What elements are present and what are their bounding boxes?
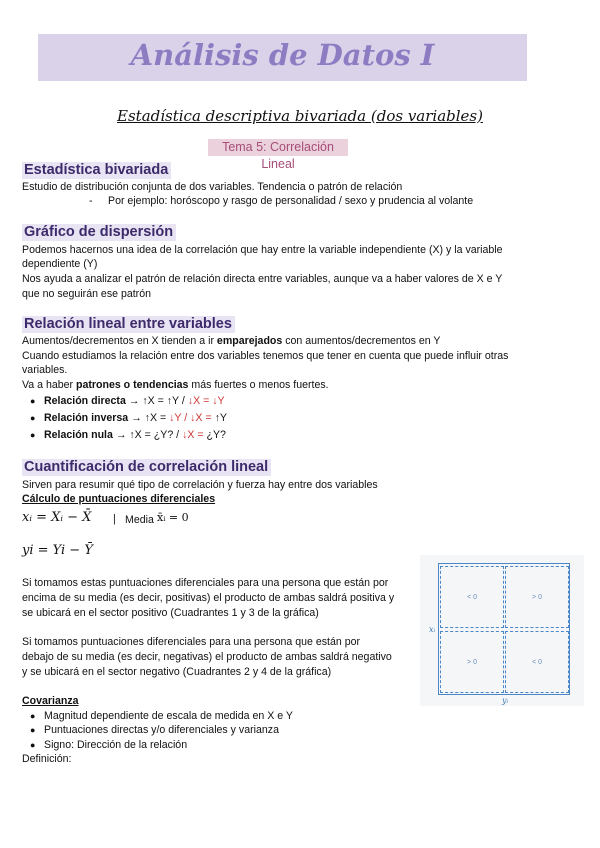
title-banner [38,34,527,81]
text-span: con aumentos/decrementos en Y [282,335,441,347]
text-span: ↓Y / ↓X = [169,412,215,424]
y-axis-label: yᵢ [502,696,509,705]
bullet-icon: ● [30,430,36,440]
bullet-icon: ● [30,396,36,406]
quadrant-top-left: < 0 [440,566,504,628]
list-item [30,723,279,737]
heading-covarianza: Covarianza [22,695,79,707]
bullet-label: Relación directa [44,395,126,407]
dash-bullet: - [89,195,93,207]
quadrant-bottom-right: < 0 [505,631,569,693]
text-span: → ↑X = ↑Y / [125,395,188,407]
text-span: Va a haber [22,379,76,391]
paragraph: encima de su media (es decir, positivas) el producto de ambas saldrá positiva y [22,592,395,604]
text-span: → ↑X = [128,412,170,424]
subtitle: Estadística descriptiva bivariada (dos variables) [117,107,483,125]
heading-grafico-dispersion: Gráfico de dispersión [22,224,176,241]
x-axis-label: xᵢ [429,625,436,634]
text-span: ↓X = [182,429,207,441]
paragraph: Cuando estudiamos la relación entre dos variables tenemos que tener en cuenta que puede influir otras [22,350,509,362]
text-span: → ↑X = ¿Y? / [112,429,183,441]
list-item [30,738,187,752]
text-span: ↑Y [214,412,227,424]
paragraph: variables. [22,364,68,376]
example-text: Por ejemplo: horóscopo y rasgo de personalidad / sexo y prudencia al volante [108,195,474,207]
heading-cuantificacion: Cuantificación de correlación lineal [22,459,271,476]
paragraph: Sirven para resumir qué tipo de correlación y fuerza hay entre dos variables [22,479,378,491]
heading-relacion-lineal: Relación lineal entre variables [22,316,235,333]
paragraph: se ubicará en el sector positivo (Cuadrantes 1 y 3 de la gráfica) [22,607,319,619]
paragraph: debajo de su media (es decir, negativas) el producto de ambas saldrá negativo [22,651,392,663]
bullet-text: Puntuaciones directas y/o diferenciales y varianza [44,724,279,736]
bullet-text: Signo: Dirección de la relación [44,739,188,751]
quadrant-top-right: > 0 [505,566,569,628]
formula-x: xᵢ = Xᵢ − X̄ [22,510,92,525]
paragraph: Podemos hacernos una idea de la correlación que hay entre la variable independiente (X) y la variable [22,244,503,256]
topic-label: Tema 5: Correlación Lineal [208,139,348,156]
paragraph: Estudio de distribución conjunta de dos variables. Tendencia o patrón de relación [22,181,403,193]
media-label: Media [125,514,154,526]
definition-label: Definición: [22,753,72,765]
paragraph [22,378,329,392]
text-span: Aumentos/decrementos en X tienden a ir [22,335,217,347]
quadrant-frame [438,563,570,695]
list-item [30,709,293,723]
bullet-icon: ● [30,725,36,735]
page-title: Análisis de Datos I [130,38,435,72]
list-item [30,428,226,442]
text-span: ↓X = ↓Y [187,395,225,407]
bullet-icon: ● [30,711,36,721]
quadrant-figure [420,555,584,706]
paragraph: que no seguirán ese patrón [22,288,151,300]
quadrant-bottom-left: > 0 [440,631,504,693]
text-span: ¿Y? [206,429,226,441]
separator: | [113,513,116,525]
paragraph: y se ubicará en el sector negativo (Cuadrantes 2 y 4 de la gráfica) [22,666,332,678]
bullet-label: Relación nula [44,429,113,441]
heading-estadistica-bivariada: Estadística bivariada [22,162,171,179]
bullet-text: Magnitud dependiente de escala de medida en X e Y [44,710,293,722]
bullet-icon: ● [30,740,36,750]
bold-text: emparejados [216,335,283,347]
bold-text: patrones o tendencias [76,379,189,391]
paragraph: Si tomamos estas puntuaciones diferenciales para una persona que están por [22,577,389,589]
bullet-icon: ● [30,413,36,423]
paragraph: Si tomamos puntuaciones diferenciales para una persona que están por [22,636,361,648]
paragraph: dependiente (Y) [22,258,98,270]
text-span: más fuertes o menos fuertes. [188,379,329,391]
paragraph [22,334,441,348]
paragraph: Nos ayuda a analizar el patrón de relación directa entre variables, aunque va a haber valores de X e Y [22,273,503,285]
list-item [30,411,227,425]
subheading: Cálculo de puntuaciones diferenciales [22,493,216,505]
list-item [30,394,225,408]
formula-y: yi = Yi − Ȳ [22,543,93,558]
bullet-label: Relación inversa [44,412,129,424]
media-value: x̄ᵢ = 0 [157,511,189,524]
